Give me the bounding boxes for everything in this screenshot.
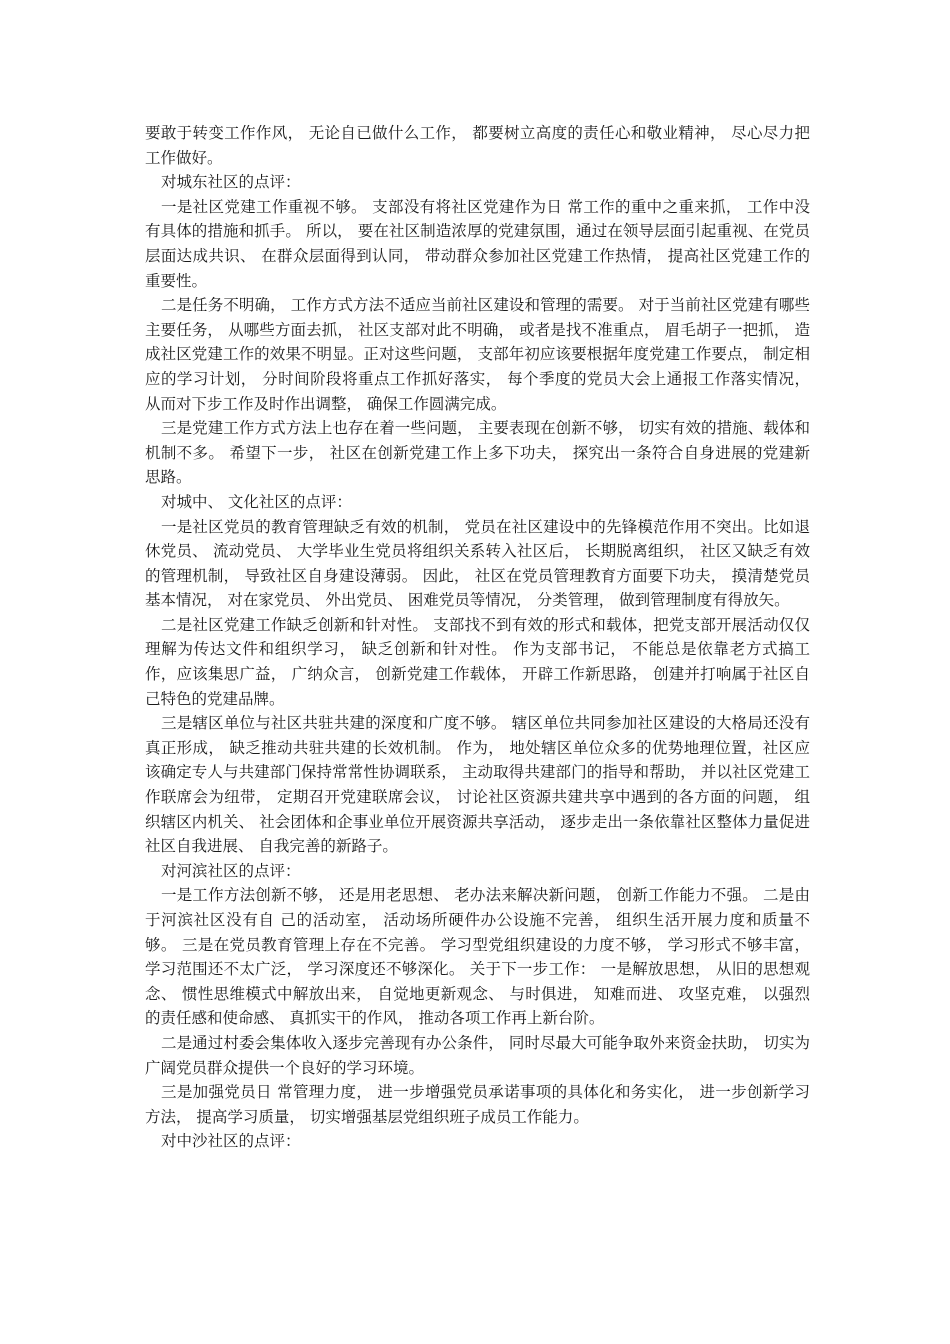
section-heading: 对河滨社区的点评：	[161, 861, 301, 880]
document-page	[145, 121, 810, 1154]
paragraph: 二是社区党建工作缺乏创新和针对性。 支部找不到有效的形式和载体，把党支部开展活动仅仅理解为传达文件和组织学习， 缺乏创新和针对性。 作为支部书记， 不能总是依靠老方式搞工作，应该集思广益， 广纳众言， 创新党建工作载体， 开辟工作新思路， 创建并打响属于社区自己特色的党建品牌。	[145, 615, 810, 708]
paragraph: 一是工作方法创新不够， 还是用老思想、 老办法来解决新问题， 创新工作能力不强。 二是由于河滨社区没有自 己的活动室， 活动场所硬件办公设施不完善， 组织生活开展力度和质量不够。 三是在党员教育管理上存在不完善。 学习型党组织建设的力度不够， 学习形式不够丰富， 学习范围还不太广泛， 学习深度还不够深化。 关于下一步工作： 一是解放思想， 从旧的思想观念、 惯性思维模式中解放出来， 自觉地更新观念、 与时俱进， 知难而进、 攻坚克难， 以强烈的责任感和使命感、 真抓实干的作风， 推动各项工作再上新台阶。	[145, 886, 810, 1028]
section-heading: 对城中、 文化社区的点评：	[161, 492, 352, 511]
paragraph: 二是通过村委会集体收入逐步完善现有办公条件， 同时尽最大可能争取外来资金扶助， 切实为广阔党员群众提供一个良好的学习环境。	[145, 1033, 810, 1077]
paragraph: 三是辖区单位与社区共驻共建的深度和广度不够。 辖区单位共同参加社区建设的大格局还没有真正形成， 缺乏推动共驻共建的长效机制。 作为， 地处辖区单位众多的优势地理位置，社区应该确定专人与共建部门保持常常性协调联系， 主动取得共建部门的指导和帮助， 并以社区党建工作联席会为纽带， 定期召开党建联席会议， 讨论社区资源共建共享中遇到的各方面的问题， 组织辖区内机关、 社会团体和企事业单位开展资源共享活动， 逐步走出一条依靠社区整体力量促进社区自我进展、 自我完善的新路子。	[145, 714, 810, 856]
paragraph: 三是党建工作方式方法上也存在着一些问题， 主要表现在创新不够， 切实有效的措施、载体和机制不多。 希望下一步， 社区在创新党建工作上多下功夫， 探究出一条符合自身进展的党建新思路。	[145, 419, 810, 487]
paragraph: 一是社区党建工作重视不够。 支部没有将社区党建作为日 常工作的重中之重来抓， 工作中没有具体的措施和抓手。 所以， 要在社区制造浓厚的党建氛围，通过在领导层面引起重视、在党员层面达成共识、 在群众层面得到认同， 带动群众参加社区党建工作热情， 提高社区党建工作的重要性。	[145, 197, 810, 290]
paragraph: 一是社区党员的教育管理缺乏有效的机制， 党员在社区建设中的先锋模范作用不突出。比如退休党员、 流动党员、 大学毕业生党员将组织关系转入社区后， 长期脱离组织， 社区又缺乏有效的管理机制， 导致社区自身建设薄弱。 因此， 社区在党员管理教育方面要下功夫， 摸清楚党员基本情况， 对在家党员、 外出党员、 困难党员等情况， 分类管理， 做到管理制度有得放矢。	[145, 517, 810, 610]
paragraph: 三是加强党员日 常管理力度， 进一步增强党员承诺事项的具体化和务实化， 进一步创新学习方法， 提高学习质量， 切实增强基层党组织班子成员工作能力。	[145, 1083, 810, 1126]
paragraph: 要敢于转变工作作风， 无论自已做什么工作， 都要树立高度的责任心和敬业精神， 尽心尽力把工作做好。	[145, 124, 810, 167]
section-heading: 对城东社区的点评：	[161, 173, 301, 192]
section-heading: 对中沙社区的点评：	[161, 1132, 301, 1151]
paragraph: 二是任务不明确， 工作方式方法不适应当前社区建设和管理的需要。 对于当前社区党建有哪些主要任务， 从哪些方面去抓， 社区支部对此不明确， 或者是找不准重点， 眉毛胡子一把抓， 造成社区党建工作的效果不明显。正对这些问题， 支部年初应该要根据年度党建工作要点， 制定相应的学习计划， 分时间阶段将重点工作抓好落实， 每个季度的党员大会上通报工作落实情况， 从而对下步工作及时作出调整， 确保工作圆满完成。	[145, 296, 810, 413]
